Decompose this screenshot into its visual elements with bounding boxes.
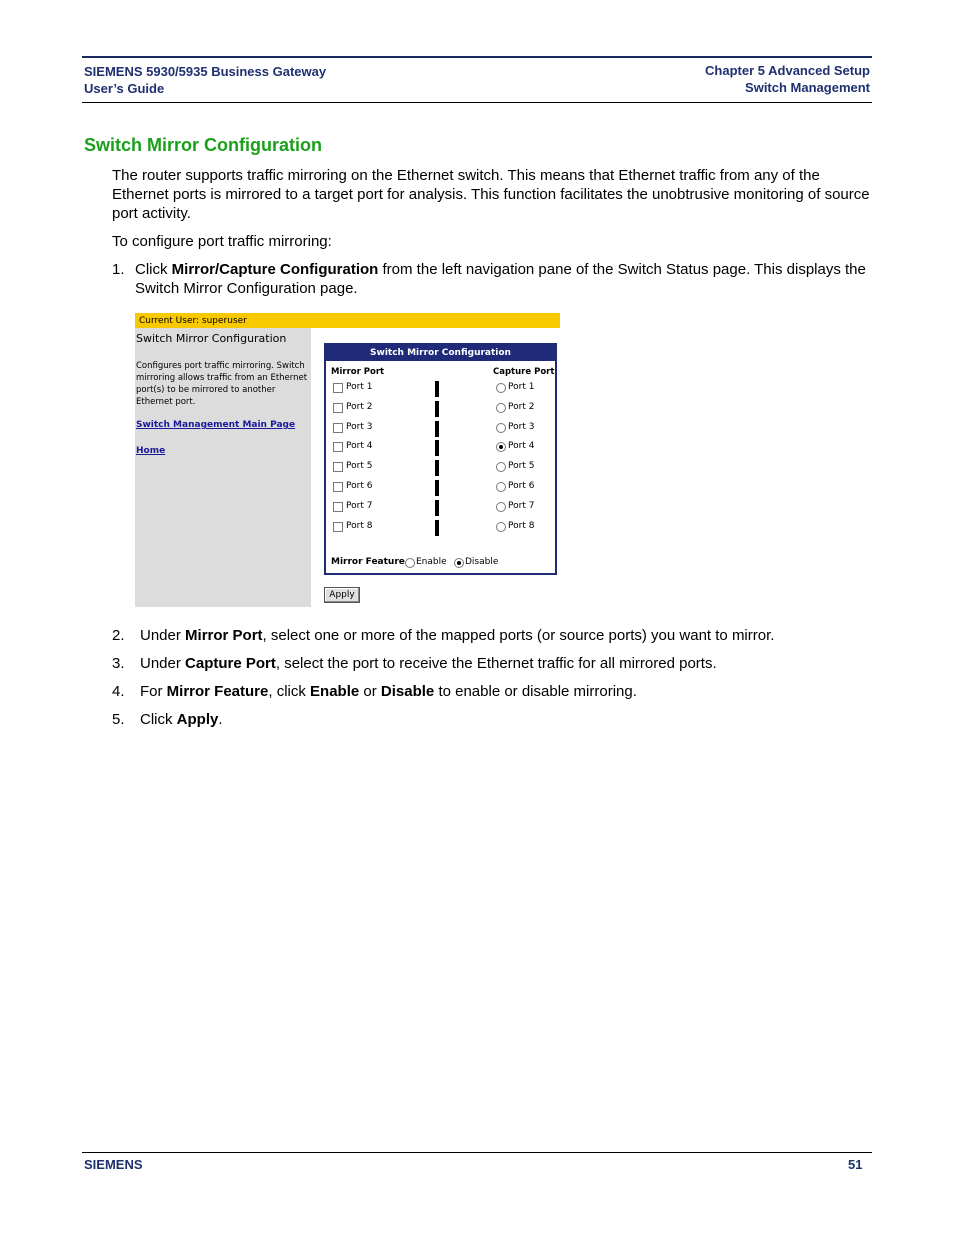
mirror-feature-row — [331, 557, 556, 571]
step-text — [140, 682, 875, 701]
step-number: 1. — [112, 261, 125, 278]
mirror-port-label: Port 2 — [346, 401, 373, 412]
capture-port-label: Port 5 — [508, 461, 535, 472]
column-divider — [435, 440, 439, 456]
header-chapter: Chapter 5 Advanced Setup — [705, 63, 870, 78]
step-post: from the left navigation pane of the Switch Status page. This displays the Switch Mirror Configuration page. — [135, 261, 866, 297]
nav-title: Switch Mirror Configuration — [136, 332, 287, 345]
mirror-port-checkbox[interactable] — [333, 522, 343, 532]
column-divider — [435, 421, 439, 437]
step-post: to enable or disable mirroring. — [434, 683, 637, 700]
disable-label: Disable — [465, 557, 499, 567]
step-bold: Capture Port — [185, 655, 276, 672]
footer-brand: SIEMENS — [84, 1157, 143, 1172]
capture-port-radio[interactable] — [496, 522, 506, 532]
mirror-port-checkbox[interactable] — [333, 383, 343, 393]
column-divider — [435, 500, 439, 516]
step-text — [135, 260, 870, 298]
mirror-port-label: Port 4 — [346, 441, 373, 452]
step-pre: Under — [140, 655, 186, 672]
mirror-feature-label: Mirror Feature — [331, 557, 405, 567]
header-rule-bottom — [82, 102, 872, 103]
switch-management-link[interactable]: Switch Management Main Page — [136, 420, 296, 430]
port-row — [326, 440, 555, 456]
column-divider — [435, 381, 439, 397]
header-right — [705, 62, 870, 96]
mirror-port-header: Mirror Port — [331, 367, 385, 377]
enable-label: Enable — [416, 557, 447, 567]
capture-port-label: Port 7 — [508, 500, 535, 511]
capture-port-radio[interactable] — [496, 383, 506, 393]
step-post: . — [218, 711, 223, 728]
panel-title: Switch Mirror Configuration — [326, 345, 555, 361]
capture-port-radio[interactable] — [496, 462, 506, 472]
capture-port-label: Port 4 — [508, 441, 535, 452]
capture-port-radio[interactable] — [496, 502, 506, 512]
step-mid: or — [359, 683, 381, 700]
mirror-port-checkbox[interactable] — [333, 403, 343, 413]
step-pre: Under — [140, 627, 186, 644]
mirror-port-label: Port 6 — [346, 481, 373, 491]
mirror-port-checkbox[interactable] — [333, 423, 343, 433]
capture-port-label: Port 3 — [508, 421, 535, 432]
intro-paragraph: The router supports traffic mirroring on the Ethernet switch. This means that Ethernet traffic from any of the Ethernet ports is mirrored to a target port for analysis. This function facilitates the unobtrusive monitoring of source port activity. — [112, 167, 870, 222]
port-row — [326, 421, 555, 437]
section-title: Switch Mirror Configuration — [84, 135, 322, 155]
capture-port-header: Capture Port — [493, 367, 555, 377]
nav-description: Configures port traffic mirroring. Switch mirroring allows traffic from an Ethernet port(s) to be mirrored to another Ethernet port. — [136, 361, 308, 407]
step-post: , select one or more of the mapped ports (or source ports) you want to mirror. — [262, 627, 775, 644]
header-guide: User’s Guide — [84, 81, 165, 96]
mirror-port-label: Port 3 — [346, 421, 373, 432]
mirror-config-panel — [324, 343, 557, 575]
step-pre: For — [140, 683, 167, 700]
step-bold: Mirror Feature — [166, 683, 269, 700]
port-row — [326, 500, 555, 516]
page-number: 51 — [848, 1157, 863, 1172]
step-pre: Click — [140, 711, 177, 728]
disable-radio[interactable] — [454, 558, 464, 568]
home-link[interactable]: Home — [136, 446, 166, 456]
port-row — [326, 401, 555, 417]
mirror-port-label: Port 7 — [346, 500, 373, 511]
step-number: 4. — [112, 683, 125, 700]
port-row — [326, 520, 555, 536]
step-bold: Mirror Port — [185, 627, 263, 644]
capture-port-label: Port 6 — [508, 481, 535, 491]
current-user-text: Current User: superuser — [139, 316, 247, 326]
step-bold: Apply — [176, 711, 219, 728]
port-row — [326, 381, 555, 397]
header-section: Switch Management — [745, 80, 870, 95]
mirror-port-checkbox[interactable] — [333, 502, 343, 512]
capture-port-radio[interactable] — [496, 423, 506, 433]
step-bold: Mirror/Capture Configuration — [171, 261, 379, 278]
capture-port-radio[interactable] — [496, 442, 506, 452]
step-pre: Click — [135, 261, 172, 278]
mirror-port-label: Port 5 — [346, 461, 373, 472]
header-product: SIEMENS 5930/5935 Business Gateway — [84, 64, 327, 79]
step-number: 2. — [112, 627, 125, 644]
capture-port-label: Port 1 — [508, 382, 535, 392]
mirror-port-label: Port 1 — [346, 382, 373, 392]
step-bold: Disable — [380, 683, 435, 700]
column-divider — [435, 401, 439, 417]
ui-screenshot — [135, 313, 560, 608]
step-number: 5. — [112, 711, 125, 728]
nav-pane — [135, 328, 311, 607]
mirror-port-label: Port 8 — [346, 520, 373, 531]
apply-button[interactable]: Apply — [324, 587, 360, 603]
port-row — [326, 480, 555, 496]
column-divider — [435, 480, 439, 496]
step-number: 3. — [112, 655, 125, 672]
port-row — [326, 460, 555, 476]
enable-radio[interactable] — [405, 558, 415, 568]
step-post: , select the port to receive the Ethernet traffic for all mirrored ports. — [275, 655, 717, 672]
step-mid: , click — [268, 683, 311, 700]
step-bold: Enable — [310, 683, 360, 700]
step-text — [140, 654, 875, 673]
column-divider — [435, 520, 439, 536]
header-rule-top — [82, 56, 872, 58]
mirror-port-checkbox[interactable] — [333, 442, 343, 452]
column-divider — [435, 460, 439, 476]
lead-paragraph: To configure port traffic mirroring: — [112, 233, 332, 250]
capture-port-label: Port 8 — [508, 520, 535, 531]
step-text — [140, 626, 875, 645]
capture-port-radio[interactable] — [496, 482, 506, 492]
mirror-port-checkbox[interactable] — [333, 482, 343, 492]
mirror-port-checkbox[interactable] — [333, 462, 343, 472]
step-text — [140, 710, 875, 729]
capture-port-radio[interactable] — [496, 403, 506, 413]
footer-rule — [82, 1152, 872, 1153]
capture-port-label: Port 2 — [508, 401, 535, 412]
header-left — [84, 63, 326, 97]
current-user-bar — [135, 313, 560, 328]
